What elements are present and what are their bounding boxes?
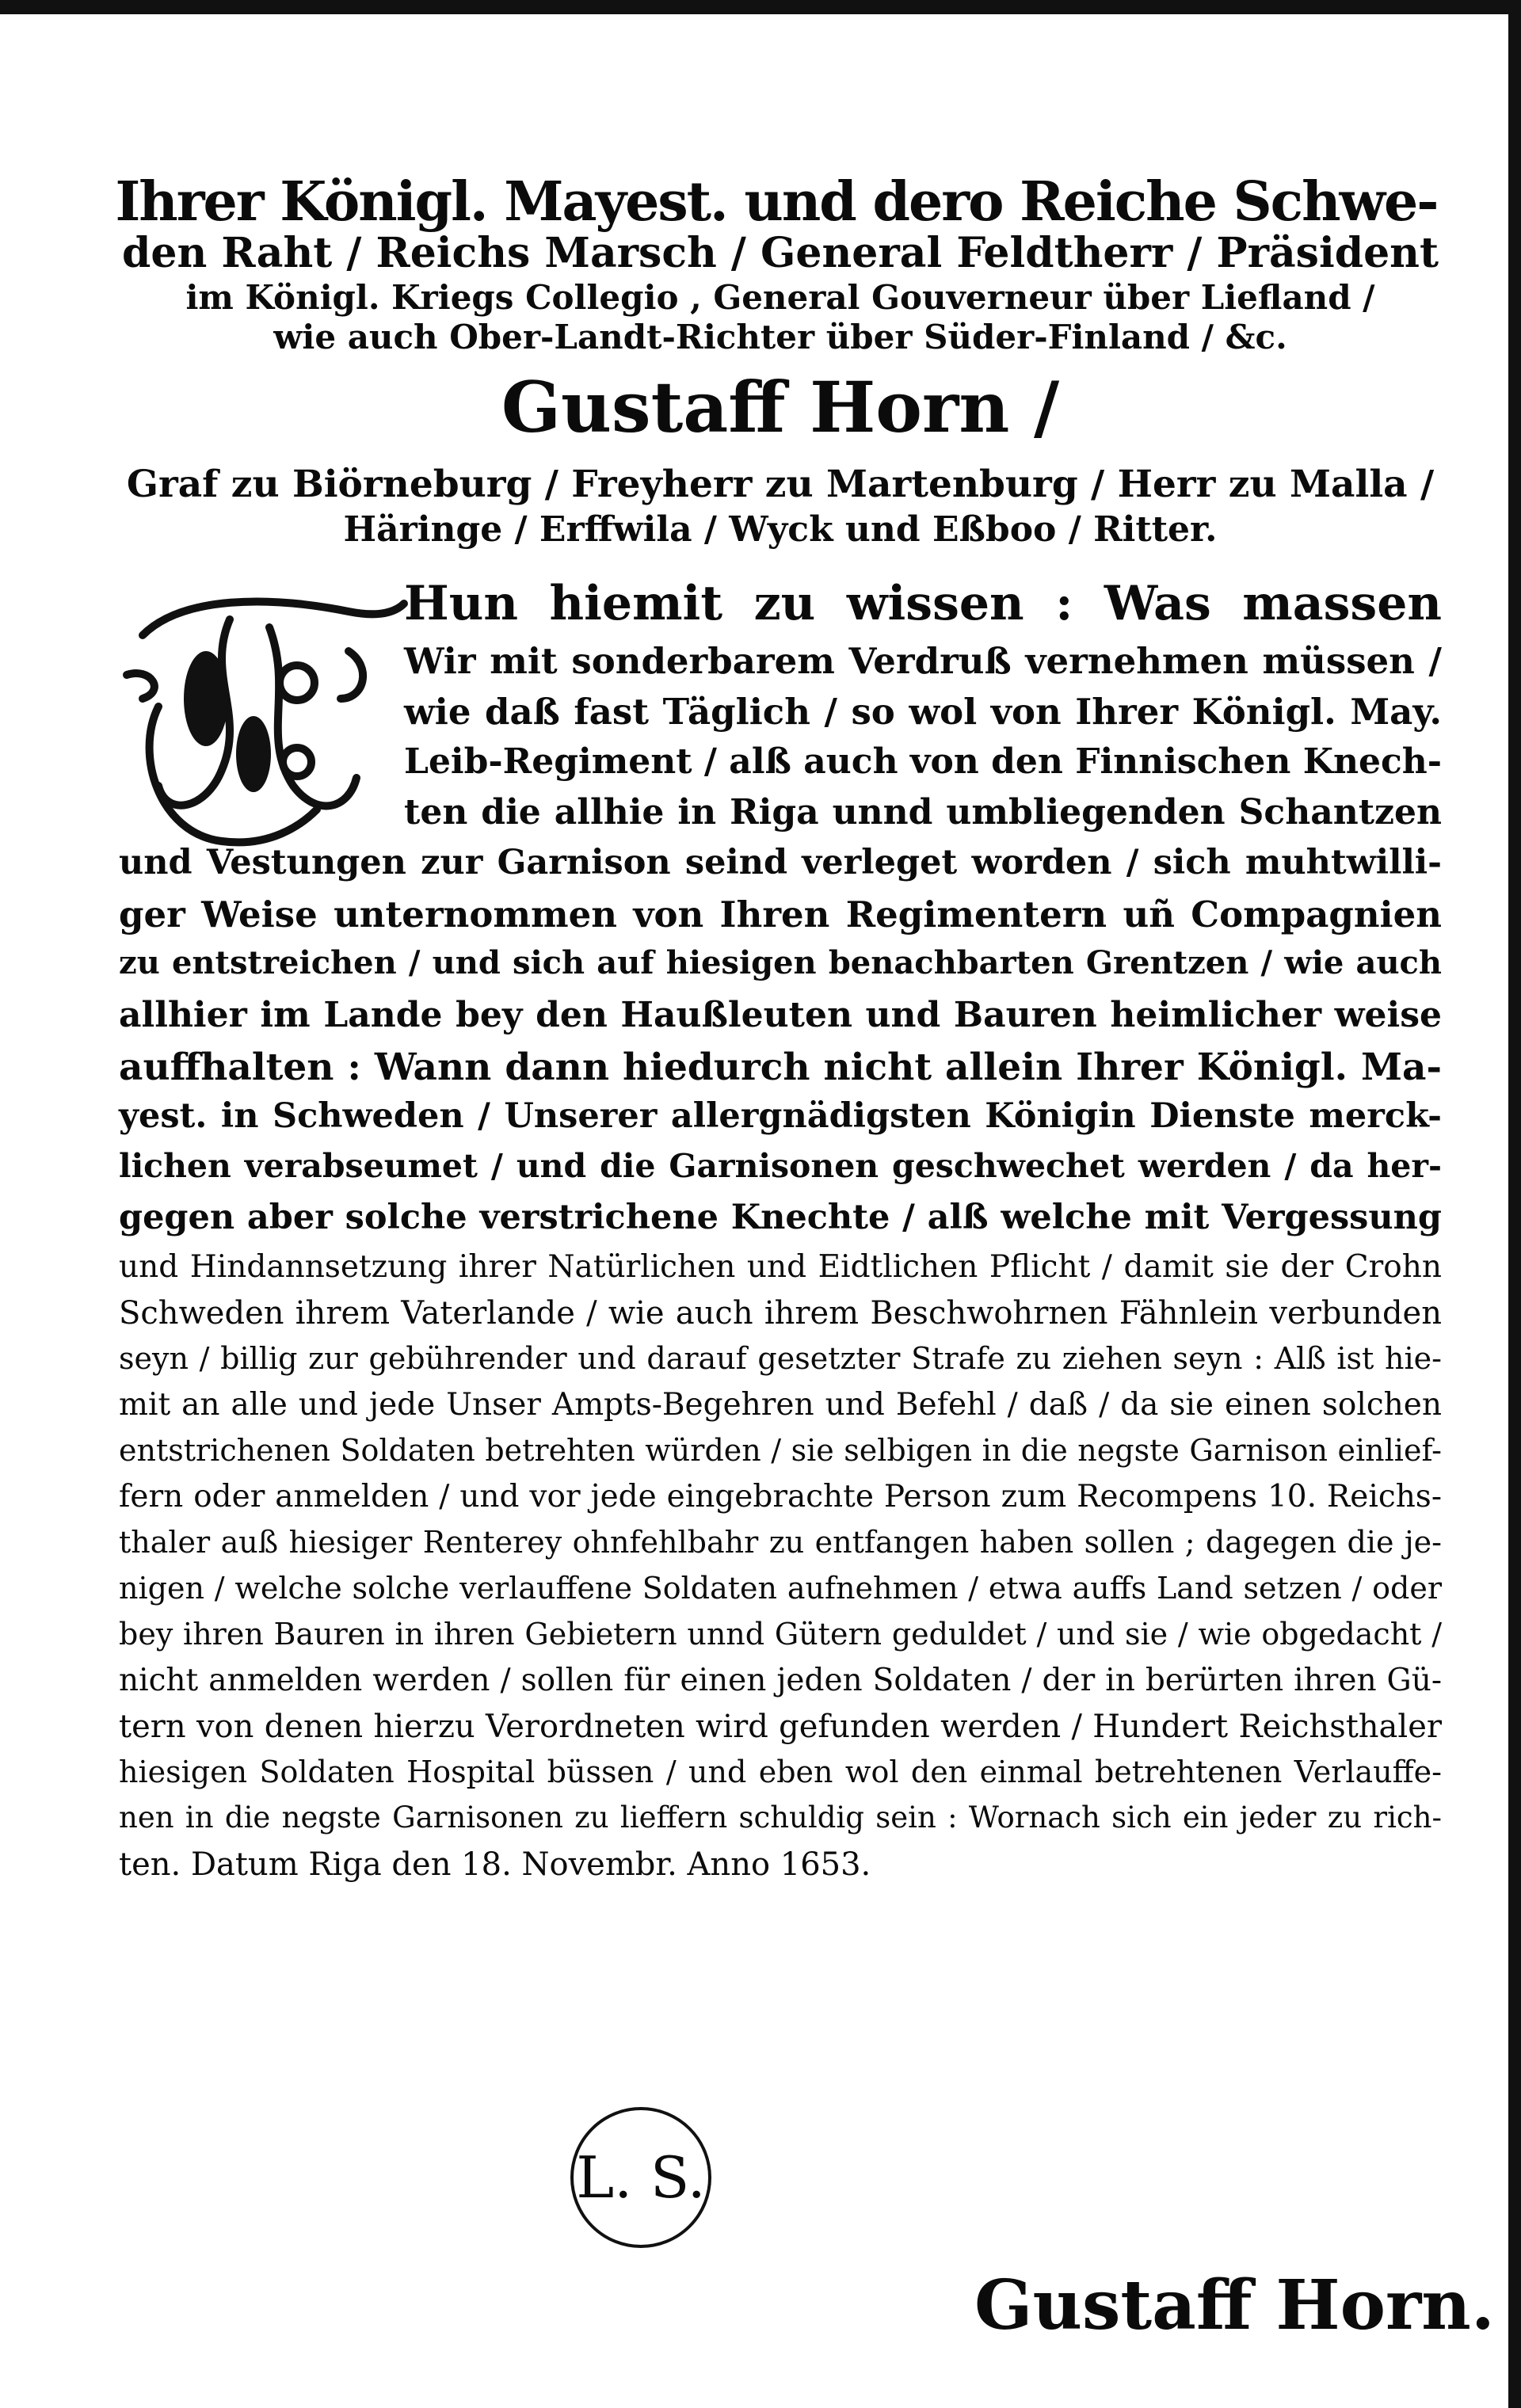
scan-right-border <box>1508 0 1521 2408</box>
title-line-1: Ihrer Königl. Mayest. und dero Reiche Schwe- <box>115 170 1438 234</box>
body-line: Hun hiemit zu wissen : Was massen <box>404 576 1442 632</box>
signature: Gustaff Horn. <box>974 2265 1495 2345</box>
body-line: auffhalten : Wann dann hiedurch nicht allein Ihrer Königl. Ma- <box>119 1046 1442 1090</box>
body-line: nigen / welche solche verlauffene Soldaten aufnehmen / etwa auffs Land setzen / oder <box>119 1571 1442 1606</box>
body-line: gegen aber solche verstrichene Knechte / alß welche mit Vergessung <box>119 1198 1442 1238</box>
titles-line-2: Häringe / Erffwila / Wyck und Eßboo / Ritter. <box>343 509 1218 550</box>
body-line: tern von denen hierzu Verordneten wird gefunden werden / Hundert Reichsthaler <box>119 1709 1442 1746</box>
body-line-dateline: ten. Datum Riga den 18. Novembr. Anno 1653. <box>119 1846 871 1884</box>
body-line: Wir mit sonderbarem Verdruß vernehmen müssen / <box>404 640 1442 683</box>
body-line: Leib-Regiment / alß auch von den Finnischen Knech- <box>404 741 1442 783</box>
body-line: lichen verabseumet / und die Garnisonen geschwechet werden / da her- <box>119 1147 1442 1186</box>
issuer-name: Gustaff Horn / <box>501 366 1060 449</box>
proclamation-body <box>119 576 1442 1895</box>
body-line: Schweden ihrem Vaterlande / wie auch ihrem Beschwohrnen Fähnlein verbunden <box>119 1295 1442 1332</box>
body-line: nen in die negste Garnisonen zu lieffern schuldig sein : Wornach sich ein jeder zu rich- <box>119 1800 1442 1835</box>
body-line: zu entstreichen / und sich auf hiesigen benachbarten Grentzen / wie auch <box>119 944 1442 982</box>
decorated-initial-T-icon <box>111 580 412 865</box>
body-line: und Vestungen zur Garnison seind verleget worden / sich muhtwilli- <box>119 843 1442 883</box>
body-line: und Hindannsetzung ihrer Natürlichen und Eidtlichen Pflicht / damit sie der Crohn <box>119 1249 1442 1286</box>
seal-ls: L. S. <box>570 2107 711 2248</box>
titles-line-1: Graf zu Biörneburg / Freyherr zu Martenburg / Herr zu Malla / <box>126 462 1435 506</box>
body-line: fern oder anmelden / und vor jede eingebrachte Person zum Recompens 10. Reichs- <box>119 1479 1442 1515</box>
body-line: allhier im Lande bey den Haußleuten und Bauren heimlicher weise <box>119 995 1442 1036</box>
title-line-2: den Raht / Reichs Marsch / General Feldtherr / Präsident <box>122 229 1439 278</box>
body-line: bey ihren Bauren in ihren Gebietern unnd Gütern geduldet / und sie / wie obgedacht / <box>119 1617 1442 1652</box>
scan-top-border <box>0 0 1521 14</box>
body-line: thaler auß hiesiger Renterey ohnfehlbahr zu entfangen haben sollen ; dagegen die je- <box>119 1525 1442 1560</box>
body-line: mit an alle und jede Unser Ampts-Begehren und Befehl / daß / da sie einen solchen <box>119 1387 1442 1423</box>
body-line: ger Weise unternommen von Ihren Regimentern uñ Compagnien <box>119 893 1442 936</box>
body-line: hiesigen Soldaten Hospital büssen / und eben wol den einmal betrehtenen Verlauffe- <box>119 1755 1442 1790</box>
document-page <box>115 170 1442 1895</box>
body-line: wie daß fast Täglich / so wol von Ihrer Königl. May. <box>404 691 1442 733</box>
body-line: yest. in Schweden / Unserer allergnädigsten Königin Dienste merck- <box>119 1096 1442 1137</box>
body-line: entstrichenen Soldaten betrehten würden / sie selbigen in die negste Garnison einlief- <box>119 1433 1442 1469</box>
title-line-3: im Königl. Kriegs Collegio , General Gouverneur über Liefland / <box>185 277 1375 317</box>
title-line-4: wie auch Ober-Landt-Richter über Süder-Finland / &c. <box>273 318 1287 357</box>
body-line: nicht anmelden werden / sollen für einen jeden Soldaten / der in berürten ihren Gü- <box>119 1663 1442 1699</box>
body-line: seyn / billig zur gebührender und darauf gesetzter Strafe zu ziehen seyn : Alß ist hie- <box>119 1341 1442 1377</box>
body-line: ten die allhie in Riga unnd umbliegenden Schantzen <box>404 792 1442 833</box>
